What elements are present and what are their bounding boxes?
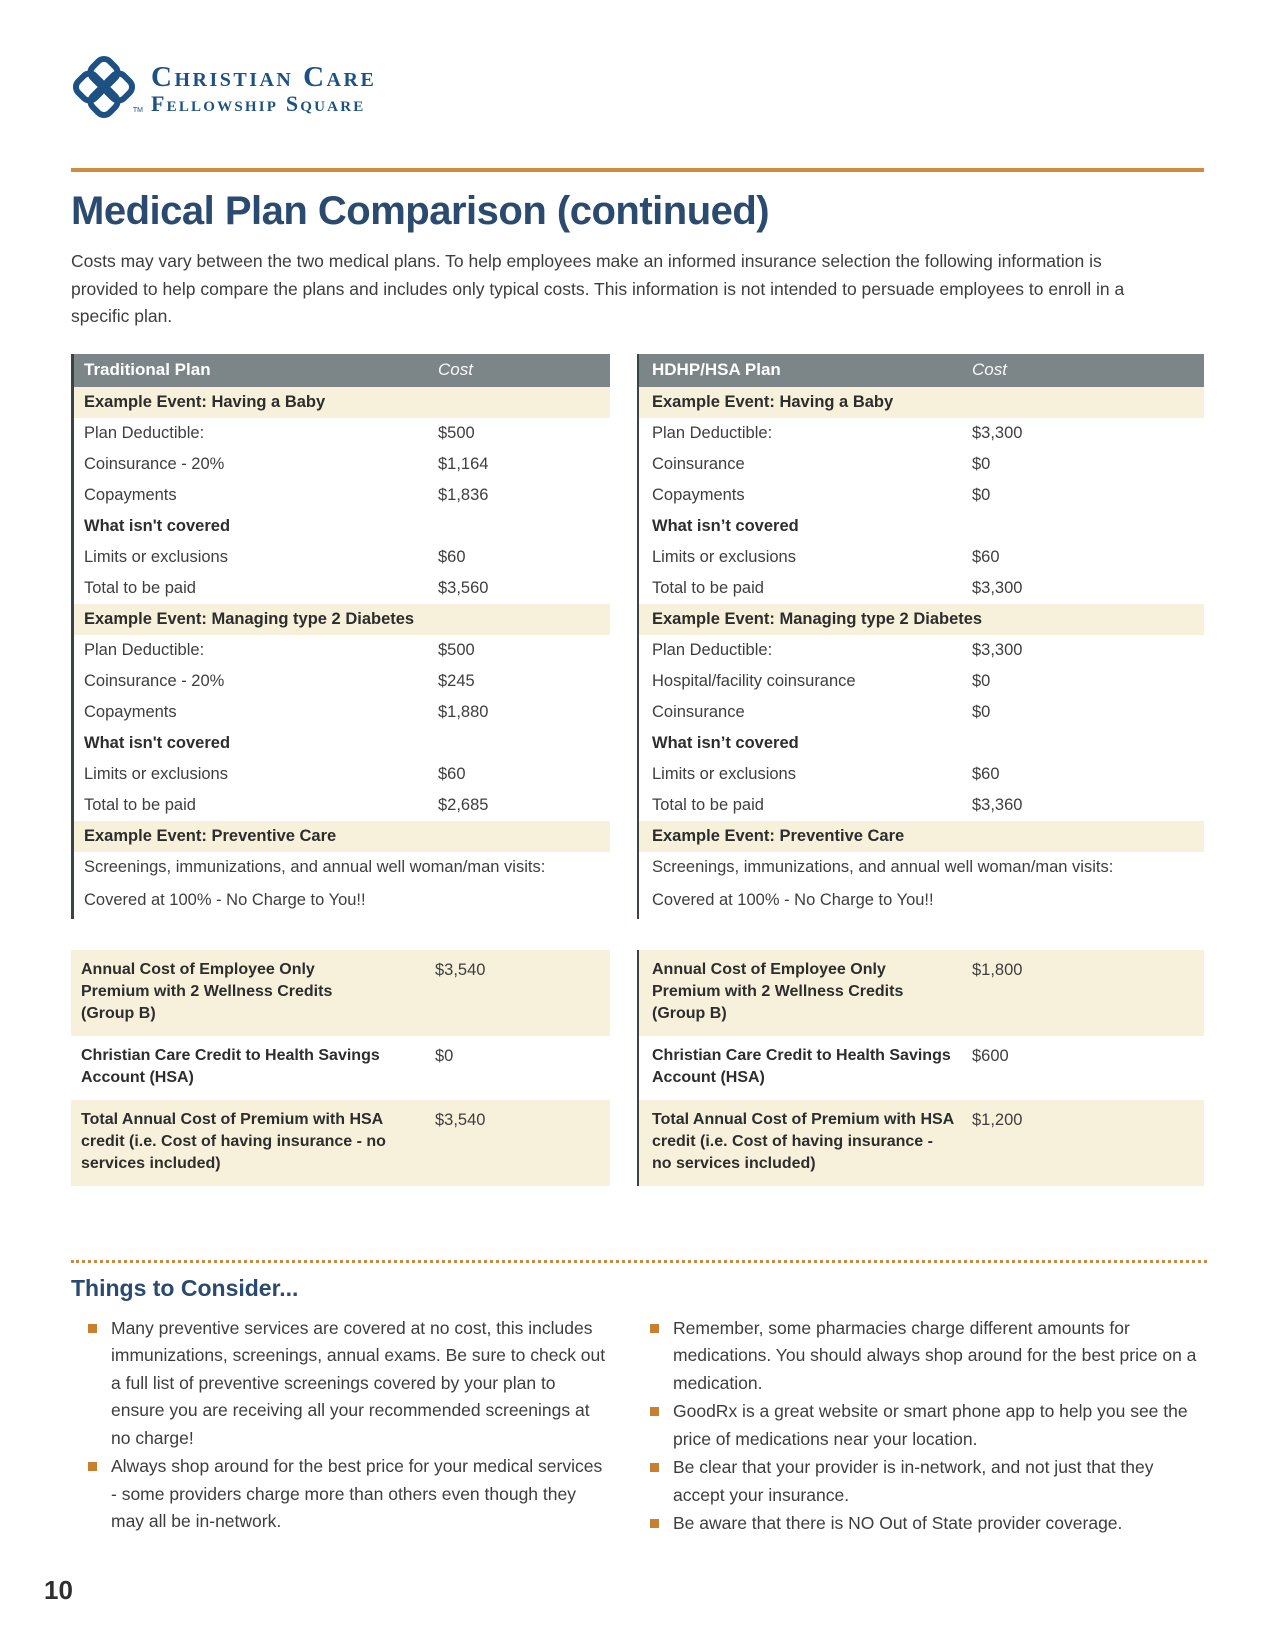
table-row [639,759,1204,790]
table-row [74,573,610,604]
table-row-section [639,821,1204,852]
summary-label [81,1045,435,1089]
row-label: Total to be paid [652,795,764,814]
row-value: $2,685 [438,795,489,814]
row-label: What isn’t covered [652,733,799,752]
bullet-list [71,1315,610,1536]
table-row-section [639,387,1204,418]
table-row-section [74,604,610,635]
summary-label-line: Total Annual Cost of Premium with HSA [652,1110,955,1128]
table-row [639,790,1204,821]
summary-value: $3,540 [435,1110,486,1129]
summary-value: $0 [435,1046,454,1065]
table-row [74,418,610,449]
summary-label-line: Annual Cost of Employee Only [81,960,315,978]
bullet-item: Remember, some pharmacies charge different amounts for medications. You should always shop around for the best price on a medication. [650,1315,1204,1398]
row-value: $1,880 [438,702,489,721]
brand-wordmark [151,54,376,116]
table-row-subhead [639,511,1204,542]
row-label: Coinsurance [652,702,745,721]
summary-value: $1,800 [972,960,1023,979]
row-label: Example Event: Having a Baby [652,392,894,411]
summary-value: $3,540 [435,960,486,979]
traditional-summary-column [71,950,610,1186]
brand-name-line1: Christian Care [151,61,377,93]
row-label: Copayments [84,485,177,504]
row-value: $245 [438,671,475,690]
brand-name-line2: Fellowship Square [151,91,366,116]
table-row-subhead [639,728,1204,759]
table-row [639,542,1204,573]
traditional-plan-column [71,354,610,919]
summary-row [71,1100,610,1186]
row-label: Screenings, immunizations, and annual well woman/man visits: [84,857,546,876]
row-label: Plan Deductible: [652,640,773,659]
bullet-item: Always shop around for the best price for your medical services - some providers charge more than others even though they may all be in-network. [88,1453,610,1536]
row-label: Total to be paid [652,578,764,597]
bullet-item: Many preventive services are covered at no cost, this includes immunizations, screenings, annual exams. Be sure to check out a full list of preventive screenings covered by your plan to ensure you are receiving all your recommended screenings at no charge! [88,1315,610,1453]
table-row-text [639,883,1204,919]
table-row [639,480,1204,511]
summary-label-line: Christian Care Credit to Health Savings [652,1046,951,1064]
summary-label-line: Account (HSA) [652,1068,765,1086]
row-value: $0 [972,702,991,721]
summary-label-line: services included) [81,1154,221,1172]
page-content [71,0,1204,1539]
row-value: $60 [438,764,466,783]
table-row [74,759,610,790]
table-row-text [74,883,610,919]
row-value: $500 [438,423,475,442]
row-value: $3,300 [972,423,1023,442]
intro-paragraph: Costs may vary between the two medical plans. To help employees make an informed insurance selection the following information is provided to help compare the plans and includes only typical costs. This information is not intended to persuade employees to enroll in a specific plan. [71,251,1125,326]
row-label: Example Event: Managing type 2 Diabetes [652,609,983,628]
row-label: Limits or exclusions [652,764,796,783]
bullet-item: Be aware that there is NO Out of State provider coverage. [650,1510,1204,1538]
row-label: What isn't covered [84,516,231,535]
table-row [639,573,1204,604]
cost-header: Cost [438,360,473,379]
summary-label [81,1109,435,1175]
things-to-consider-heading: Things to Consider... [71,1274,299,1301]
trademark-symbol: TM [132,107,143,114]
plan-name: HDHP/HSA Plan [652,360,781,379]
summary-row [639,950,1204,1036]
row-label: Coinsurance - 20% [84,454,225,473]
summary-label-line: Premium with 2 Wellness Credits [652,982,904,1000]
hdhp-summary-column [637,950,1204,1186]
traditional-plan-header [74,354,610,387]
page-number: 10 [44,1575,73,1605]
row-value: $3,300 [972,640,1023,659]
row-label: Coinsurance - 20% [84,671,225,690]
summary-label [652,1109,972,1175]
row-label: Covered at 100% - No Charge to You!! [652,891,934,909]
summary-label-line: Total Annual Cost of Premium with HSA [81,1110,384,1128]
bullet-item: Be clear that your provider is in-network, and not just that they accept your insurance. [650,1454,1204,1509]
orange-divider-rule [71,168,1204,172]
row-label: Limits or exclusions [652,547,796,566]
row-value: $60 [438,547,466,566]
row-value: $0 [972,454,991,473]
summary-row [71,1036,610,1100]
row-label: Example Event: Having a Baby [84,392,326,411]
brand-header [71,0,1204,120]
bullet-item: GoodRx is a great website or smart phone app to help you see the price of medications near your location. [650,1398,1204,1453]
row-label: Covered at 100% - No Charge to You!! [84,891,366,909]
summary-value: $1,200 [972,1110,1023,1129]
row-value: $1,836 [438,485,489,504]
plan-comparison-table [71,354,1204,919]
summary-label-line: credit (i.e. Cost of having insurance - no [81,1132,386,1150]
row-label: Coinsurance [652,454,745,473]
table-row [74,697,610,728]
summary-label-line: Christian Care Credit to Health Savings [81,1046,380,1064]
table-row-section [639,604,1204,635]
summary-label [652,1045,972,1089]
things-left-column [71,1315,610,1539]
table-row [74,449,610,480]
summary-row [639,1100,1204,1186]
summary-label-line: (Group B) [652,1004,727,1022]
row-label: Plan Deductible: [652,423,773,442]
table-row [639,418,1204,449]
summary-value: $600 [972,1046,1009,1065]
summary-label [652,959,972,1025]
row-label: Hospital/facility coinsurance [652,671,856,690]
row-value: $3,300 [972,578,1023,597]
plan-name: Traditional Plan [84,360,211,379]
row-value: $60 [972,547,1000,566]
row-value: $60 [972,764,1000,783]
row-label: Example Event: Preventive Care [652,826,905,845]
row-label: Total to be paid [84,578,196,597]
table-row [639,635,1204,666]
table-row-subhead [74,511,610,542]
table-row [74,790,610,821]
bullet-list [637,1315,1204,1538]
table-row [639,666,1204,697]
row-value: $0 [972,671,991,690]
table-row [74,542,610,573]
table-row [74,666,610,697]
row-label: Example Event: Managing type 2 Diabetes [84,609,415,628]
table-row-section [74,387,610,418]
row-label: Screenings, immunizations, and annual well woman/man visits: [652,857,1114,876]
summary-label-line: no services included) [652,1154,816,1172]
cost-header: Cost [972,360,1007,379]
dotted-divider [71,1260,1207,1263]
summary-label-line: Account (HSA) [81,1068,194,1086]
table-row [74,635,610,666]
things-right-column [637,1315,1204,1539]
table-row-text [74,852,610,883]
table-row-subhead [74,728,610,759]
table-row [639,449,1204,480]
things-to-consider-section [71,1315,1204,1539]
row-label: Total to be paid [84,795,196,814]
table-row-text [639,852,1204,883]
summary-row [639,1036,1204,1100]
table-row [74,480,610,511]
table-row [639,697,1204,728]
row-value: $500 [438,640,475,659]
table-row-section [74,821,610,852]
summary-row [71,950,610,1036]
row-value: $3,360 [972,795,1023,814]
summary-label-line: (Group B) [81,1004,156,1022]
row-value: $3,560 [438,578,489,597]
summary-label-line: credit (i.e. Cost of having insurance - [652,1132,933,1150]
page-title: Medical Plan Comparison (continued) [71,189,770,233]
row-label: Example Event: Preventive Care [84,826,337,845]
row-value: $1,164 [438,454,489,473]
row-value: $0 [972,485,991,504]
summary-label-line: Premium with 2 Wellness Credits [81,982,333,1000]
row-label: Limits or exclusions [84,764,228,783]
summary-label-line: Annual Cost of Employee Only [652,960,886,978]
row-label: Plan Deductible: [84,423,205,442]
row-label: Limits or exclusions [84,547,228,566]
premium-summary-table [71,950,1204,1186]
row-label: Copayments [652,485,745,504]
row-label: What isn't covered [84,733,231,752]
row-label: Plan Deductible: [84,640,205,659]
summary-label [81,959,435,1025]
christian-care-logo-icon [71,54,143,120]
row-label: What isn’t covered [652,516,799,535]
hdhp-hsa-plan-header [639,354,1204,387]
hdhp-hsa-plan-column [637,354,1204,919]
row-label: Copayments [84,702,177,721]
